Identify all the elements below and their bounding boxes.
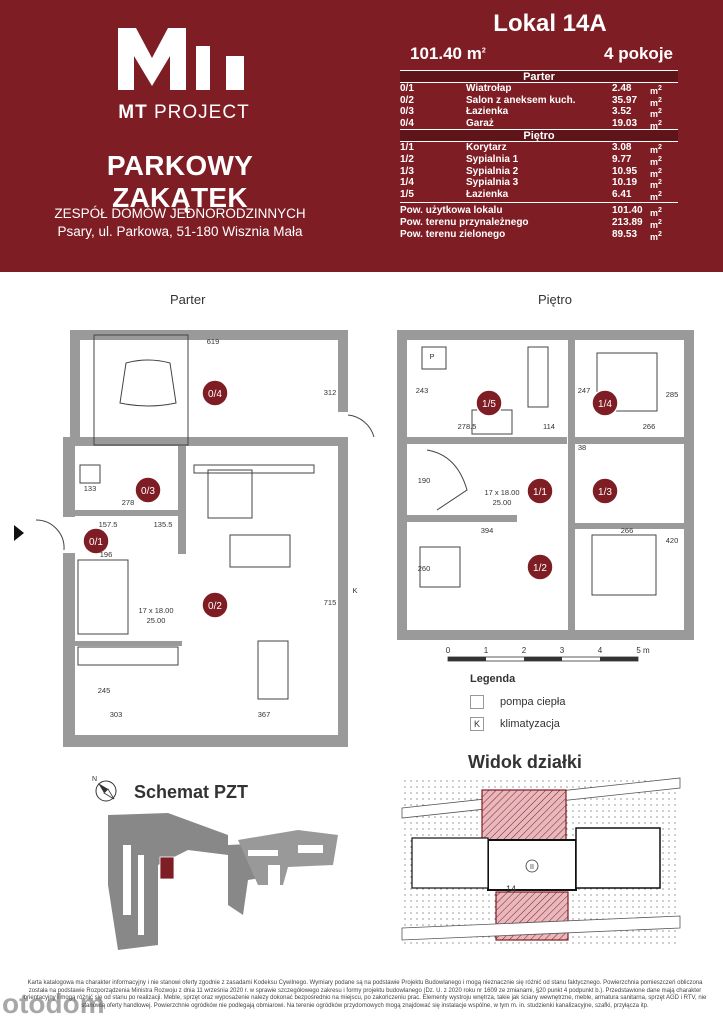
area-table-row [400,106,678,118]
cell-no: 0/3 [400,106,414,118]
cell-unit: $m^2$ [650,207,662,219]
legend-title: Legenda [470,673,516,685]
scale-tick: 3 [559,646,565,655]
cell-area: 9.77 [612,153,632,165]
area-table-row [400,154,678,166]
cell-unit: $m^2$ [650,230,662,242]
dim-label: 196 [99,550,113,559]
area-table-row [400,217,678,229]
project-address: Psary, ul. Parkowa, 51-180 Wisznia Mała [57,224,303,239]
scale-tick: 2 [521,646,527,655]
cell-area: 10.95 [612,165,638,177]
room-label-0-1: 0/1 [89,537,103,548]
brand-name: MT PROJECT [118,102,250,123]
legend [470,673,600,735]
area-table-row [400,166,678,178]
dim-label: 17 x 18.00 [484,488,520,497]
pzt-site-plan [98,805,348,955]
cell-name: Sypialnia 2 [466,165,519,177]
dim-label: 38 [577,443,587,452]
dim-label: 278.5 [457,422,477,431]
cell-area: 2.48 [612,83,632,94]
project-subtitle: ZESPÓŁ DOMÓW JEDNORODZINNYCH [54,206,306,221]
plot-number: 14 [506,884,517,894]
cell-unit: $m^2$ [650,155,662,167]
room-label-0-3: 0/3 [141,486,155,497]
cell-name: Sypialnia 1 [466,153,519,165]
dim-label: 715 [323,598,337,607]
cell-unit: $m^2$ [650,108,662,120]
dim-label: 367 [257,710,271,719]
room-label-1-2: 1/2 [533,563,547,574]
cell-no: 1/5 [400,188,414,200]
dim-label: 266 [620,526,634,535]
cell-name: Pow. terenu przynależnego [400,216,529,228]
dim-label: 260 [417,564,431,573]
project-name: PARKOWY ZAKĄTEK [106,150,254,213]
unit-title: Lokal 14A [493,10,607,37]
parter-floor-plan [8,325,378,750]
parter-plan-label: Parter [170,292,206,307]
room-label-1-4: 1/4 [598,399,612,410]
compass-icon [88,773,120,805]
dim-label: 190 [417,476,431,485]
area-table-row [400,229,678,241]
area-table-row [400,177,678,189]
cell-no: 1/2 [400,153,414,165]
cell-name: Łazienka [466,106,509,118]
cell-no: 1/3 [400,165,414,177]
mt-logo-icon [118,28,248,90]
header-panel [0,0,723,272]
area-table-row [400,95,678,107]
pietro-plan-label: Piętro [538,292,572,307]
area-table-row [400,142,678,154]
cell-name: Korytarz [466,142,507,154]
cell-area: 10.19 [612,177,638,189]
heat-pump-icon [470,695,484,709]
dim-label: 285 [665,390,679,399]
dim-label: 157.5 [98,520,118,529]
heat-pump-label: P [429,352,435,361]
cell-name: Łazienka [466,188,509,200]
dim-label: 245 [97,686,111,695]
area-table-row [400,205,678,217]
dim-label: 303 [109,710,123,719]
cell-name: Garaż [466,117,494,129]
pzt-title: Schemat PZT [134,782,249,802]
room-label-1-3: 1/3 [598,487,612,498]
cell-area: 101.40 [612,205,643,217]
cell-unit: $m^2$ [650,119,662,131]
scale-tick: 1 [483,646,489,655]
cell-unit: $m^2$ [650,179,662,191]
room-label-1-1: 1/1 [533,487,547,498]
scale-tick: 5 m [636,646,650,655]
area-table [400,70,678,240]
unit-area: 101.40 $m^2$ [410,44,486,63]
section-parter: Parter [400,70,678,83]
dim-label: 25.00 [492,498,512,507]
dim-label: 278 [121,498,135,507]
dim-label: 420 [665,536,679,545]
scale-bar [445,645,658,665]
area-table-row [400,189,678,201]
cell-name: Wiatrołap [466,83,512,94]
room-label-1-5: 1/5 [482,399,496,410]
dim-label: 247 [577,386,591,395]
cell-no: 0/4 [400,117,414,129]
cell-name: Pow. użytkowa lokalu [400,205,503,217]
cell-area: 213.89 [612,216,643,228]
cell-unit: $m^2$ [650,190,662,202]
dim-label: 25.00 [146,616,166,625]
cell-name: Pow. terenu zielonego [400,228,506,240]
unit-rooms: 4 pokoje [604,44,673,63]
area-table-row [400,83,678,95]
pietro-floor-plan [392,325,702,645]
room-label-0-4: 0/4 [208,389,222,400]
dim-label: 114 [543,422,555,431]
cell-area: 89.53 [612,228,638,240]
area-table-row [400,118,678,130]
legend-item-ac: K klimatyzacja [470,713,600,735]
cell-area: 3.52 [612,106,632,118]
watermark-logo: otodom [2,988,105,1019]
plot-view-map [402,778,680,948]
cell-no: 1/1 [400,142,414,154]
dim-label: 394 [480,526,494,535]
cell-no: 0/2 [400,94,414,106]
cell-area: 3.08 [612,142,632,154]
cell-name: Salon z aneksem kuch. [466,94,576,106]
dim-label: 312 [323,388,337,397]
scale-tick: 0 [445,646,451,655]
legend-item-heat-pump: pompa ciepła [470,691,600,713]
cell-no: 1/4 [400,177,414,189]
ac-unit-label: K [352,586,358,595]
dim-label: 133 [83,484,97,493]
scale-tick: 4 [597,646,603,655]
disclaimer-text: Karta katalogowa ma charakter informacyjny i nie stanowi oferty zgodnie z zasadami Kodeksu Cywilnego. Wymiary podane są na podstawie Projektu Budowlanego i mogą nieznacznie się różnić od stanu faktycznego. Powierzchnia pomieszczeń obliczona została na podstawie Rozporządzenia Ministra Rozwoju z dnia 11 września 2020 r. w sprawie szczegółowego zakresu i formy projektu budowlanego (Dz. U. z 2020 roku nr 1609 ze zmianami, §20 punkt 4 podpunkt b.). Przedstawione dane mają charakter orientacyjny i mogą różnić się od stanu po realizacji. Meble, sprzęt oraz wyposażenie nalezy dokonać bezpośrednio na miejscu, po zakończeniu prac. Elementy wystroju wnętrza, takie jak ściany wewnętrzne, meble, armatura sanitarna, sprzęt AGD i RTV, nie stanowią oferty handlowej. Powierzchnie ogródków nie podlegają obmiarowi. Na terenie ogródków przydomowych mogą znajdować się instalacje wspólne, w tym m. in. studzienki kanalizacyjne, szafki, przyłącza itp. [23,980,707,1009]
ac-icon: K [470,717,484,731]
section-pietro: Piętro [400,129,678,142]
dim-label: 17 x 18.00 [138,606,174,615]
dim-label: 619 [206,337,220,346]
cell-area: 35.97 [612,94,638,106]
cell-area: 6.41 [612,188,632,200]
plot-marker: II [530,864,534,871]
cell-unit: $m^2$ [650,85,662,96]
view-title: Widok działki [468,752,582,772]
cell-unit: $m^2$ [650,96,662,108]
dim-label: 135.5 [153,520,173,529]
cell-name: Sypialnia 3 [466,177,519,189]
dim-label: 266 [642,422,656,431]
cell-area: 19.03 [612,117,638,129]
dim-label: 243 [415,386,429,395]
cell-no: 0/1 [400,83,414,94]
cell-unit: $m^2$ [650,218,662,230]
cell-unit: $m^2$ [650,144,662,156]
room-label-0-2: 0/2 [208,601,222,612]
cell-unit: $m^2$ [650,167,662,179]
compass-north: N [92,776,98,783]
